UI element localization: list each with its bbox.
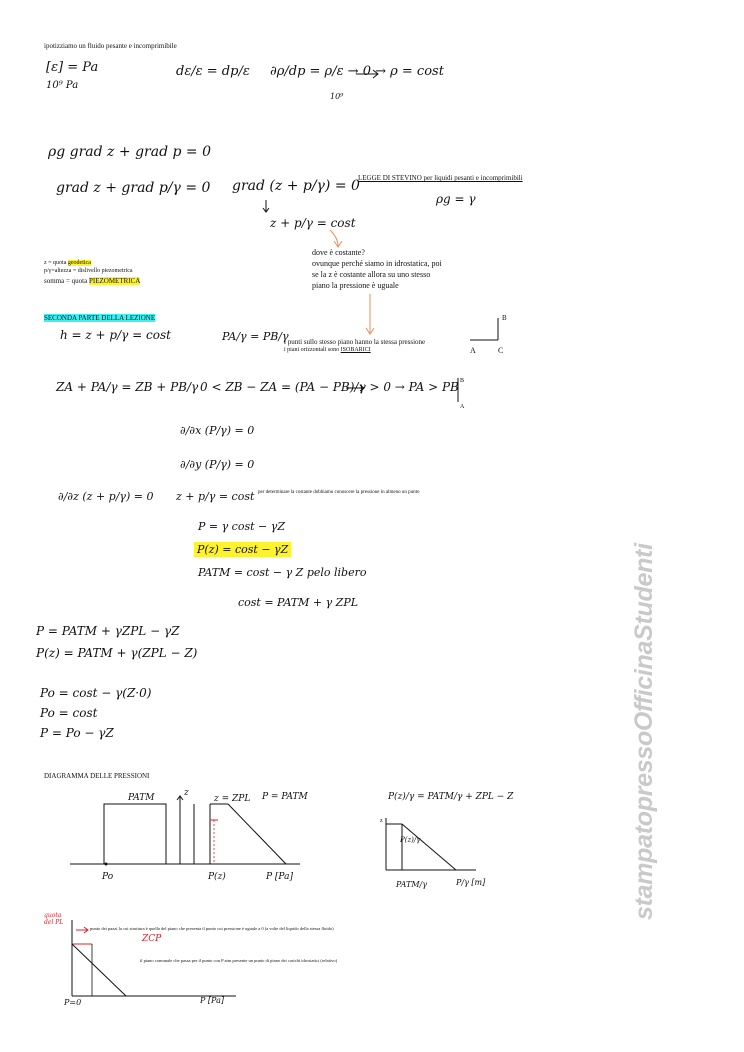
eq-z-p-cost: z + p/γ = cost xyxy=(270,216,356,230)
d3-p0: P=0 xyxy=(64,998,82,1007)
eq-zb-za-inequality: 0 < ZB − ZA = (PA − PB)/γ > 0 → PA > PB xyxy=(200,380,459,394)
note-determinare: per determinare la costante dobbiamo conoscere la pressione in almeno un punto xyxy=(258,490,420,495)
eq-h: h = z + p/γ = cost xyxy=(60,328,171,342)
eq-p-4: cost = PATM + γ ZPL xyxy=(238,596,359,609)
eq-d-dy: ∂/∂y (P/γ) = 0 xyxy=(180,458,255,471)
d1-pz-label: P(z) xyxy=(208,872,226,882)
axis-c-label: C xyxy=(498,346,504,355)
note-dove-4: piano la pressione è uguale xyxy=(312,281,399,290)
d3-zcp: ZCP xyxy=(142,934,162,944)
d2-equation: P(z)/γ = PATM/γ + ZPL − Z xyxy=(388,792,514,802)
eq-density-constant: ∂ρ/dp = ρ/ε → 0 → ρ = cost xyxy=(270,64,444,79)
stevino-law-title: LEGGE DI STEVINO per liquidi pesanti e incomprimibili xyxy=(358,174,523,182)
eq-l5: P = Po − γZ xyxy=(40,726,114,740)
d1-zpl-label: z = ZPL xyxy=(214,794,251,804)
eq-p-2-highlighted: P(z) = cost − γZ xyxy=(194,542,291,557)
axis-ba-b: B xyxy=(460,378,465,384)
seconda-parte-heading: SECONDA PARTE DELLA LEZIONE xyxy=(44,314,156,322)
note-isobarici: i piani orizzontali sono ISOBARICI xyxy=(284,347,371,353)
note-dove-3: se la z è costante allora su uno stesso xyxy=(312,270,431,279)
p-gamma-line: p/γ=altezza = dislivello piezometrica xyxy=(44,268,133,274)
d3-ppa: P [Pa] xyxy=(200,996,224,1005)
eq-epsilon-value: 10⁹ Pa xyxy=(46,80,79,91)
eq-d-dx: ∂/∂x (P/γ) = 0 xyxy=(180,424,255,437)
eq-p-3: PATM = cost − γ Z pelo libero xyxy=(198,566,367,579)
eq-l2: P(z) = PATM + γ(ZPL − Z) xyxy=(36,646,198,660)
somma-line: somma = quota PIEZOMETRICA xyxy=(44,277,141,285)
d1-pa-label: P [Pa] xyxy=(266,872,293,882)
intro-text: ipotizziamo un fluido pesante e incomprimibile xyxy=(44,42,177,50)
diagramma-heading: DIAGRAMMA DELLE PRESSIONI xyxy=(44,772,150,780)
d1-z-label: z xyxy=(184,788,189,798)
d1-po-label: Po xyxy=(102,872,114,882)
watermark-text: stampatopressoOfficinaStudenti xyxy=(630,543,658,920)
d2-p-gamma-m: P/γ [m] xyxy=(456,878,486,887)
d3-pressure-line xyxy=(72,944,126,996)
d3-quota-pl: quota del PL xyxy=(44,912,64,926)
eq-pa-pb: PA/γ = PB/γ xyxy=(222,330,289,343)
z-quota-line: z = quota geodetica xyxy=(44,260,91,266)
d3-note-2: il piano comunale che passa per il punto con P atm presente un punto di piano dei carichi idrostatici (relativo) xyxy=(140,958,338,963)
axis-a-label: A xyxy=(470,346,476,355)
eq-p-1: P = γ cost − γZ xyxy=(198,520,285,533)
axis-b-label: B xyxy=(502,314,507,322)
d1-po-dot xyxy=(105,863,108,866)
d1-patm-label: PATM xyxy=(128,793,155,803)
eq-l4: Po = cost xyxy=(40,706,98,720)
eq-l1: P = PATM + γZPL − γZ xyxy=(36,624,180,638)
eq-za-zb: ZA + PA/γ = ZB + PB/γ xyxy=(56,380,199,394)
eq-gradient-2: grad z + grad p/γ = 0 xyxy=(56,180,211,196)
eq-density-ratio: dε/ε = dp/ε xyxy=(176,64,250,79)
d1-p-patm-label: P = PATM xyxy=(262,792,308,802)
axis-ba-a: A xyxy=(460,404,465,410)
d2-pressure-line xyxy=(402,824,456,870)
eq-exponent: 10⁹ xyxy=(330,92,344,101)
eq-epsilon-unit: [ε] = Pa xyxy=(46,60,99,75)
d2-patm-gamma: PATM/γ xyxy=(396,880,427,889)
eq-d-dz: ∂/∂z (z + p/γ) = 0 xyxy=(58,490,154,503)
d3-note-1: punto dei pazzi la cui struttura è quella del piano che presenta il punto cui pressione è uguale a 0 (a volte del liquido della stessa fluido) xyxy=(90,926,334,931)
eq-gradient-1: ρg grad z + grad p = 0 xyxy=(48,144,211,160)
eq-gradient-3: grad (z + p/γ) = 0 xyxy=(232,178,360,194)
d2-z-tick: z xyxy=(380,818,383,824)
d1-pressure-line xyxy=(228,804,286,864)
eq-l3: Po = cost − γ(Z·0) xyxy=(40,686,152,700)
eq-rho-g: ρg = γ xyxy=(436,192,476,206)
d2-pz-gamma: P(z)/γ xyxy=(400,836,421,844)
orange-arrow-1 xyxy=(330,230,338,246)
d1-rect xyxy=(104,804,166,864)
note-dove-1: dove è costante? xyxy=(312,248,365,257)
eq-z-p-cost-2: z + p/γ = cost xyxy=(176,490,255,503)
note-stesso-piano: i punti sullo stesso piano hanno la stessa pressione xyxy=(284,338,426,346)
watermark xyxy=(618,540,678,930)
note-dove-2: ovunque perché siamo in idrostatica, poi xyxy=(312,259,442,268)
